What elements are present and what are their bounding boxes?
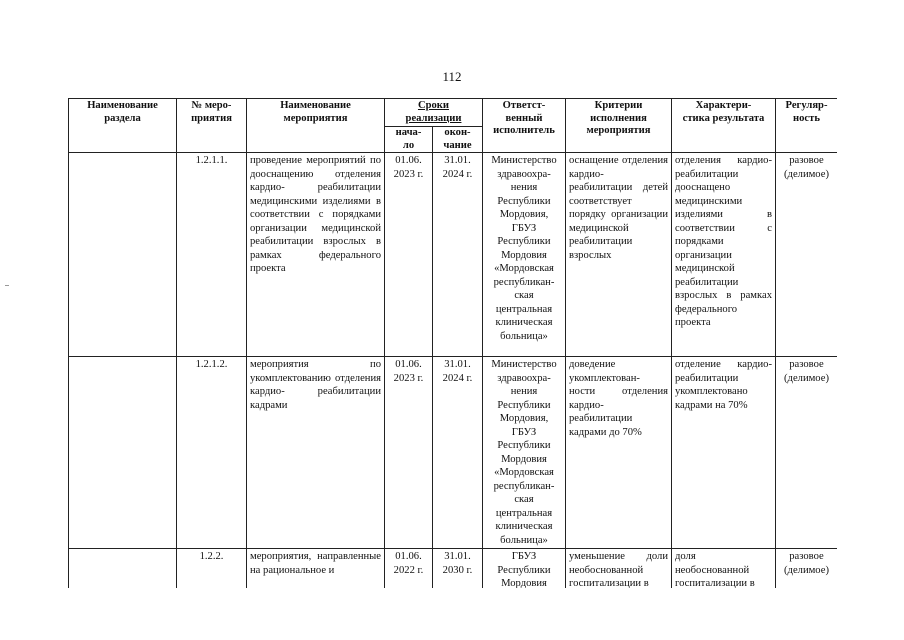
header-criteria: Критерии исполнения мероприятия <box>566 99 672 153</box>
cell-event-name: мероприятия, направленные на рациональное и <box>247 549 385 589</box>
cell-number: 1.2.2. <box>177 549 247 589</box>
cell-result: доля необоснованной госпитализации в <box>672 549 776 589</box>
cell-executor: ГБУЗ Республики Мордовия <box>483 549 566 589</box>
cell-executor: Министерство здравоохра- нения Республики Мордовия, ГБУЗ Республики Мордовия «Мордовская республикан- ская центральная клиническая больница» <box>483 357 566 549</box>
scan-artifact <box>5 285 9 286</box>
table-row <box>69 153 838 357</box>
cell-section <box>69 357 177 549</box>
cell-start: 01.06. 2023 г. <box>385 153 433 357</box>
cell-executor: Министерство здравоохра- нения Республики Мордовия, ГБУЗ Республики Мордовия «Мордовская республикан- ская центральная клиническая больница» <box>483 153 566 357</box>
cell-number: 1.2.1.1. <box>177 153 247 357</box>
header-executor: Ответст- венный исполнитель <box>483 99 566 153</box>
cell-end: 31.01. 2030 г. <box>433 549 483 589</box>
cell-start: 01.06. 2022 г. <box>385 549 433 589</box>
header-section-name: Наименование раздела <box>69 99 177 153</box>
cell-section <box>69 549 177 589</box>
header-terms-start: нача- ло <box>385 127 433 153</box>
cell-criteria: уменьшение доли необоснованной госпитализации в <box>566 549 672 589</box>
header-result: Характери- стика результата <box>672 99 776 153</box>
cell-regularity: разовое (делимое) <box>776 153 838 357</box>
header-terms: Сроки реализации <box>385 99 483 127</box>
header-regularity: Регуляр- ность <box>776 99 838 153</box>
header-event-name: Наименование мероприятия <box>247 99 385 153</box>
header-terms-end: окон- чание <box>433 127 483 153</box>
cell-end: 31.01. 2024 г. <box>433 153 483 357</box>
cell-event-name: проведение мероприятий по дооснащению отделения кардио- реабилитации медицинскими изделиями в соответствии с порядками организации медицинской реабилитации взрослых в рамках федерального проекта <box>247 153 385 357</box>
document-table-container <box>68 98 837 588</box>
table-row <box>69 357 838 549</box>
cell-event-name: мероприятия по укомплектованию отделения кардио- реабилитации кадрами <box>247 357 385 549</box>
cell-result: отделение кардио- реабилитации укомплектовано кадрами на 70% <box>672 357 776 549</box>
cell-number: 1.2.1.2. <box>177 357 247 549</box>
cell-result: отделения кардио- реабилитации дооснащено медицинскими изделиями в соответствии с порядками организации медицинской реабилитации взрослых в рамках федерального проекта <box>672 153 776 357</box>
cell-regularity: разовое (делимое) <box>776 357 838 549</box>
table-row <box>69 549 838 589</box>
page-number: 112 <box>442 69 462 84</box>
header-event-number: № меро- приятия <box>177 99 247 153</box>
cell-section <box>69 153 177 357</box>
cell-end: 31.01. 2024 г. <box>433 357 483 549</box>
cell-criteria: доведение укомплектован- ности отделения кардио- реабилитации кадрами до 70% <box>566 357 672 549</box>
cell-start: 01.06. 2023 г. <box>385 357 433 549</box>
events-table <box>68 98 837 588</box>
cell-regularity: разовое (делимое) <box>776 549 838 589</box>
cell-criteria: оснащение отделения кардио- реабилитации детей соответствует порядку организации медицинской реабилитации взрослых <box>566 153 672 357</box>
